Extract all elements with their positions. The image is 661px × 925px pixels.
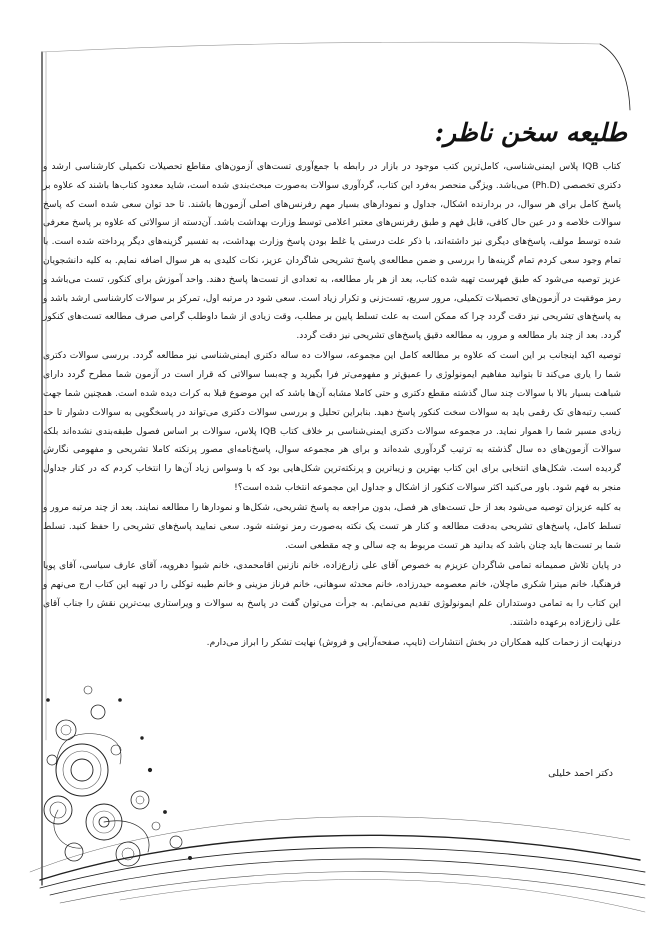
paragraph: کتاب IQB پلاس ایمنی‌شناسی، کامل‌ترین کتب موجود در بازار در رابطه با جمع‌آوری تست‌های آزمون‌های مقاطع تحصیلات تکمیلی کارشناسی ارشد و دکتری تخصصی (Ph.D) می‌باشد. ویژگی منحصر به‌فرد این کتاب، گردآوری سوالات به‌صورت مبحث‌بندی شده است، شاید معدود کتاب‌ها باشند که علاوه بر پاسخ کامل برای هر سوال، در بردارنده اشکال، جداول و نمودارهای بسیار مهم رفرنس‌های اصلی آزمون‌ها باشند. تا حد توان سعی شده است که پاسخ سوالات خلاصه و در عین حال کافی، قابل فهم و طبق رفرنس‌های معتبر اعلامی توسط وزارت بهداشت باشد. آن‌دسته از سوالاتی که علاوه بر پاسخ معرفی شده توسط مولف، پاسخ‌های دیگری نیز داشته‌اند، با ذکر علت درستی یا غلط بودن پاسخ وزارت بهداشت، به تفسیر گزینه‌های دیگر پرداخته شده است. با تمام وجود سعی کردم تمام گزینه‌ها را بررسی و ضمن مطالعه‌ی پاسخ تشریحی شاگردان عزیز، نکات کلیدی به هر سوال اضافه نمایم. به کلیه دانشجویان عزیز توصیه می‌شود که طبق فهرست تهیه شده کتاب، بعد از هر بار مطالعه، به تعدادی از تست‌ها پاسخ دهند. واحد آموزش برای کنکور، تست می‌باشد و رمز موفقیت در آزمون‌های تحصیلات تکمیلی، مرور سریع، تست‌زنی و تکرار زیاد است. سعی شود در مرتبه اول، تمرکز بر سوالات کارشناسی ارشد باشد و به پاسخ‌های تشریحی نیز دقت گردد چرا که ممکن است به علت تسلط پایین بر مطلب، وقت زیادی از شما داوطلب گرامی صرف مطالعه تست‌های کنکور گردد. بعد از چند بار مطالعه و مرور، به مطالعه دقیق پاسخ‌های تشریحی نیز دقت گردد. bbox=[43, 162, 622, 342]
body-text bbox=[43, 158, 621, 654]
page-title: طلیعه سخن ناظر: bbox=[434, 118, 627, 147]
paragraph: درنهایت از زحمات کلیه همکاران در بخش انتشارات (تایپ، صفحه‌آرایی و فروش) نهایت تشکر را ابراز می‌دارم. bbox=[206, 637, 621, 648]
author-signature: دکتر احمد خلیلی bbox=[548, 768, 613, 779]
paragraph: در پایان تلاش صمیمانه تمامی شاگردان عزیزم به خصوص آقای علی زارع‌زاده، خانم نازنین اقامحمدی، خانم شیوا دهرویه، آقای عارف سیاسی، آقای پویا فرهنگیا، خانم میترا شکری ماچلان، خانم معصومه حیدرزاده، خانم محدثه سوهانی، خانم فرناز مزینی و خانم طیبه توکلی را در تهیه این کتاب ارج می‌نهم و این کتاب را به تمامی دوستداران علم ایمونولوژی تقدیم می‌نمایم. به جرأت می‌توان گفت در پاسخ به سوالات و ویراستاری بیت‌ترین نقش را جناب آقای علی زارع‌زاده برعهده داشتند. bbox=[43, 561, 621, 628]
paragraph: توصیه اکید اینجانب بر این است که علاوه بر مطالعه کامل این مجموعه، سوالات ده ساله دکتری ایمنی‌شناسی نیز مطالعه گردد. بررسی سوالات دکتری شما را یاری می‌کند تا بتوانید مفاهیم ایمونولوژی را عمیق‌تر و مفهومی‌تر فرا بگیرید و چه‌بسا سوالاتی که قرار است در آزمون شما مطرح گردد دارای شباهت بسیار بالا با سوالات چند سال گذشته مقطع دکتری و حتی کاملا مشابه آن‌ها باشد که این موضوع قبلا به کرات دیده شده است. همچنین شما جهت کسب رتبه‌های تک رقمی باید به سوالات سخت کنکور پاسخ دهید. بنابراین تحلیل و بررسی سوالات دکتری می‌تواند در پاسخگویی به سوالات دشوار تا حد زیادی مسیر شما را هموار نماید. در مجموعه سوالات دکتری ایمنی‌شناسی بر خلاف کتاب IQB پلاس، سوالات بر اساس فصول طبقه‌بندی نشده‌اند بلکه سوالات آزمون‌های ده سال گذشته به ترتیب گردآوری شده‌اند و برای هر مجموعه سوال، پاسخ‌نامه‌ای مصور پرنکته کاملا تشریحی و مفهومی نگارش گردیده است. شکل‌های انتخابی برای این کتاب بهترین و زیباترین و پرنکته‌ترین شکل‌هایی بود که با وسواس زیاد آن‌ها را انتخاب کردم که در کنار جداول منجر به فهم شود. باور می‌کنید اکثر سوالات کنکور از اشکال و جداول این مجموعه انتخاب شده است؟! bbox=[43, 351, 621, 494]
paragraph: به کلیه عزیزان توصیه می‌شود بعد از حل تست‌های هر فصل، بدون مراجعه به پاسخ تشریحی، شکل‌ها و نمودارها را مطالعه نمایند. بعد از چند مرتبه مرور و تسلط کامل، پاسخ‌های تشریحی به‌دقت مطالعه و کنار هر تست یک نکته به‌صورت رمز نوشته شود. سعی نمایید پاسخ‌های تشریحی را حفظ کنید. تسلط شما بر تست‌ها باید چنان باشد که بدانید هر تست مربوط به چه سالی و چه مقطعی است. bbox=[43, 503, 621, 551]
